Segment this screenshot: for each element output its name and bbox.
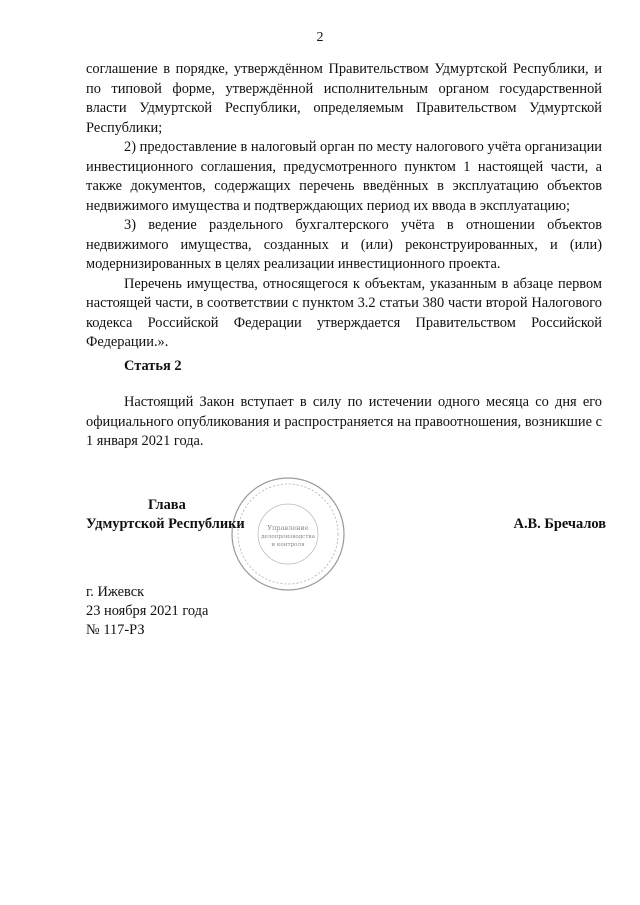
paragraph-2: 2) предоставление в налоговый орган по месту налогового учёта организации инвестиционного соглашения, предусмотренного пунктом 1 настоящей части, а также документов, содержащих перечень введённых в эксплуатацию объектов недвижимого имущества и подтверждающих период их ввода в эксплуатацию; [86, 139, 602, 214]
signature-title: Глава [148, 497, 186, 513]
article-title: Статья 2 [124, 358, 182, 374]
svg-text:делопроизводства: делопроизводства [261, 534, 315, 540]
body-text [86, 60, 602, 353]
paragraph-4: Перечень имущества, относящегося к объектам, указанным в абзаце первом настоящей части, в соответствии с пунктом 3.2 статьи 380 части второй Налогового кодекса Российской Федерации утверждается Правительством Российской Федерации.». [86, 275, 602, 350]
page-number: 2 [316, 30, 324, 45]
signatory-name: А.В. Бречалов [513, 516, 606, 532]
paragraph-3: 3) ведение раздельного бухгалтерского учёта в отношении объектов недвижимого имущества, созданных и (или) реконструированных, и (или) модернизированных в целях реализации инвестиционного проекта. [86, 217, 602, 272]
footer-city: г. Ижевск [86, 584, 145, 600]
stamp-seal [228, 474, 348, 594]
footer-number: № 117-РЗ [86, 622, 145, 638]
footer-date: 23 ноября 2021 года [86, 603, 209, 619]
paragraph-1: соглашение в порядке, утверждённом Правительством Удмуртской Республики, и по типовой форме, утверждённой исполнительным органом государственной власти Удмуртской Республики, определяемым Правительством Удмуртской Республики; [86, 61, 602, 136]
svg-text:и контроля: и контроля [271, 542, 305, 548]
svg-text:Управление: Управление [267, 524, 309, 532]
article-text: Настоящий Закон вступает в силу по истечении одного месяца со дня его официального опубликования и распространяется на правоотношения, возникшие с 1 января 2021 года. [86, 394, 602, 449]
signature-organization: Удмуртской Республики [86, 516, 245, 532]
